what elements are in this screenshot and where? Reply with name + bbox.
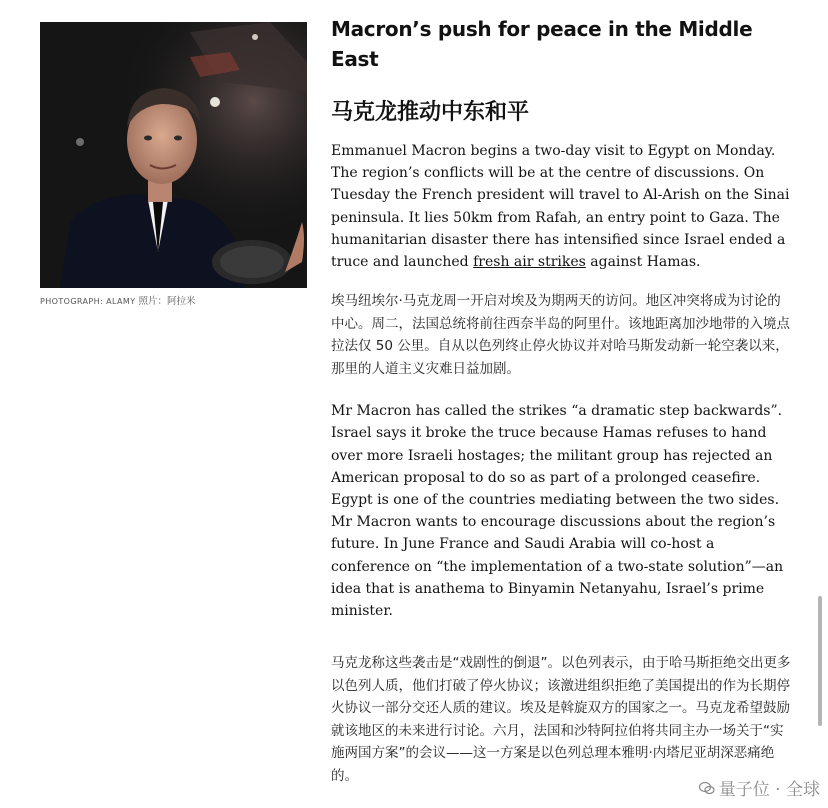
photo-credit-zh: 照片：阿拉米 [138,296,196,307]
article-body [331,14,793,787]
paragraph-1-zh: 埃马纽埃尔·马克龙周一开启对埃及为期两天的访问。地区冲突将成为讨论的中心。周二，法国总统将前往西奈半岛的阿里什。该地距离加沙地带的入境点拉法仅 50 公里。自从以色列终止停火协议并对哈马斯发动新一轮空袭以来，那里的人道主义灾难日益加剧。 [331,293,790,377]
paragraph-1-text: Emmanuel Macron begins a two-day visit to Egypt on Monday. The region’s conflicts will be at the centre of discussions. On Tuesday the French president will travel to Al-Arish on the Sinai peninsula. It lies 50km from Rafah, an entry point to Gaza. The humanitarian disaster there has intensified since Israel ended a truce and launched [331,143,790,271]
macron-photo-illustration [40,22,307,288]
vertical-scrollbar[interactable] [818,596,822,726]
watermark [699,775,820,800]
article-photo [40,22,307,288]
watermark-text: 量子位 · 全球 [718,780,820,800]
headline-zh: 马克龙推动中东和平 [331,100,530,125]
paragraph-2: Mr Macron has called the strikes “a dramatic step backwards”. Israel says it broke the truce because Hamas refuses to hand over more Israeli hostages; the militant group has rejected an American proposal to do so as part of a prolonged ceasefire. Egypt is one of the countries mediating between the two sides. Mr Macron wants to encourage discussions about the region’s future. In June France and Saudi Arabia will co-host a conference on “the implementation of a two-state solution”—an idea that is anathema to Binyamin Netanyahu, Israel’s prime minister. [331,403,784,620]
paragraph-1 [331,140,793,273]
wechat-icon [699,780,715,796]
paragraph-2-zh: 马克龙称这些袭击是“戏剧性的倒退”。以色列表示，由于哈马斯拒绝交出更多以色列人质，他们打破了停火协议；该激进组织拒绝了美国提出的作为长期停火协议一部分交还人质的建议。埃及是斡旋双方的国家之一。马克龙希望鼓励就该地区的未来进行讨论。六月，法国和沙特阿拉伯将共同主办一场关于“实施两国方案”的会议——这一方案是以色列总理本雅明·内塔尼亚胡深恶痛绝的。 [331,655,791,784]
photo-caption [40,293,196,307]
fresh-air-strikes-link[interactable]: fresh air strikes [473,254,586,271]
photo-credit: PHOTOGRAPH: ALAMY [40,297,136,306]
paragraph-1-end: against Hamas. [585,254,701,271]
headline: Macron’s push for peace in the Middle East [331,17,753,71]
